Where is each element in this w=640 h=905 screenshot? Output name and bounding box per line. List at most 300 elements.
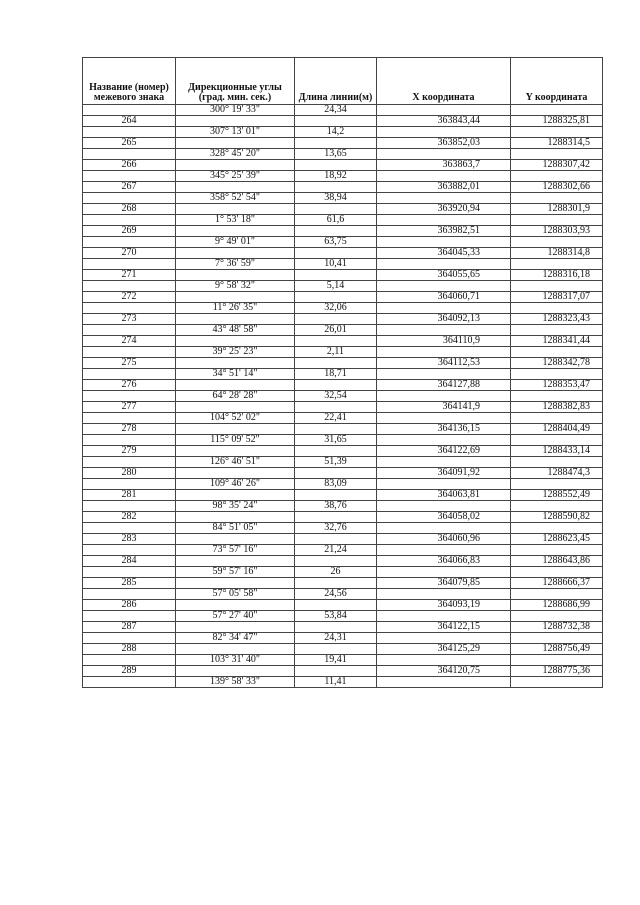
cell-direction-angle: 9° 49' 01"	[176, 237, 295, 248]
cell-x-coordinate: 364079,85	[377, 578, 511, 589]
table-row	[83, 567, 603, 578]
cell-line-length: 61,6	[295, 215, 377, 226]
cell-x-coordinate	[377, 391, 511, 402]
cell-point-name	[83, 655, 176, 666]
cell-y-coordinate: 1288590,82	[511, 512, 603, 523]
cell-x-coordinate: 364122,69	[377, 446, 511, 457]
cell-point-name	[83, 369, 176, 380]
cell-point-name	[83, 611, 176, 622]
table-row	[83, 369, 603, 380]
cell-direction-angle	[176, 204, 295, 215]
table-row	[83, 237, 603, 248]
cell-point-name	[83, 325, 176, 336]
table-body	[83, 105, 603, 688]
cell-line-length	[295, 512, 377, 523]
cell-direction-angle	[176, 116, 295, 127]
cell-x-coordinate	[377, 611, 511, 622]
cell-line-length	[295, 556, 377, 567]
cell-direction-angle	[176, 600, 295, 611]
cell-line-length	[295, 226, 377, 237]
cell-x-coordinate	[377, 457, 511, 468]
cell-y-coordinate	[511, 545, 603, 556]
table-row	[83, 292, 603, 303]
table-row	[83, 105, 603, 116]
cell-x-coordinate: 364055,65	[377, 270, 511, 281]
cell-x-coordinate	[377, 281, 511, 292]
cell-y-coordinate: 1288307,42	[511, 160, 603, 171]
cell-line-length	[295, 622, 377, 633]
cell-x-coordinate	[377, 325, 511, 336]
cell-y-coordinate: 1288314,8	[511, 248, 603, 259]
cell-x-coordinate	[377, 171, 511, 182]
cell-x-coordinate: 364120,75	[377, 666, 511, 677]
cell-point-name	[83, 567, 176, 578]
cell-line-length	[295, 666, 377, 677]
table-row	[83, 512, 603, 523]
cell-line-length	[295, 644, 377, 655]
cell-y-coordinate: 1288342,78	[511, 358, 603, 369]
cell-x-coordinate: 364063,81	[377, 490, 511, 501]
cell-direction-angle: 9° 58' 32"	[176, 281, 295, 292]
table-row	[83, 138, 603, 149]
cell-line-length	[295, 138, 377, 149]
cell-x-coordinate	[377, 347, 511, 358]
cell-point-name: 266	[83, 160, 176, 171]
cell-x-coordinate: 364127,88	[377, 380, 511, 391]
table-row	[83, 127, 603, 138]
table-row	[83, 589, 603, 600]
cell-x-coordinate	[377, 303, 511, 314]
cell-direction-angle	[176, 314, 295, 325]
cell-direction-angle	[176, 512, 295, 523]
cell-point-name: 286	[83, 600, 176, 611]
cell-y-coordinate	[511, 457, 603, 468]
cell-line-length: 19,41	[295, 655, 377, 666]
cell-direction-angle: 115° 09' 52"	[176, 435, 295, 446]
cell-line-length	[295, 468, 377, 479]
cell-y-coordinate	[511, 325, 603, 336]
cell-direction-angle: 358° 52' 54"	[176, 193, 295, 204]
table-row	[83, 116, 603, 127]
cell-direction-angle	[176, 578, 295, 589]
table-row	[83, 314, 603, 325]
cell-point-name	[83, 281, 176, 292]
table-row	[83, 556, 603, 567]
table-row	[83, 600, 603, 611]
cell-line-length	[295, 336, 377, 347]
cell-point-name: 273	[83, 314, 176, 325]
cell-point-name: 288	[83, 644, 176, 655]
table-row	[83, 446, 603, 457]
cell-direction-angle: 98° 35' 24"	[176, 501, 295, 512]
table-row	[83, 303, 603, 314]
cell-point-name	[83, 193, 176, 204]
cell-direction-angle: 103° 31' 40"	[176, 655, 295, 666]
cell-x-coordinate: 364136,15	[377, 424, 511, 435]
cell-line-length: 24,56	[295, 589, 377, 600]
cell-line-length: 31,65	[295, 435, 377, 446]
cell-line-length: 11,41	[295, 677, 377, 688]
cell-y-coordinate: 1288301,9	[511, 204, 603, 215]
cell-point-name	[83, 149, 176, 160]
table-row	[83, 534, 603, 545]
cell-line-length: 32,76	[295, 523, 377, 534]
cell-y-coordinate: 1288474,3	[511, 468, 603, 479]
cell-x-coordinate	[377, 545, 511, 556]
cell-x-coordinate	[377, 369, 511, 380]
cell-line-length	[295, 116, 377, 127]
cell-point-name: 278	[83, 424, 176, 435]
cell-line-length: 22,41	[295, 413, 377, 424]
cell-x-coordinate	[377, 215, 511, 226]
cell-line-length: 83,09	[295, 479, 377, 490]
cell-y-coordinate: 1288323,43	[511, 314, 603, 325]
cell-y-coordinate: 1288382,83	[511, 402, 603, 413]
cell-line-length: 51,39	[295, 457, 377, 468]
cell-line-length	[295, 314, 377, 325]
cell-x-coordinate: 364060,71	[377, 292, 511, 303]
cell-y-coordinate	[511, 523, 603, 534]
cell-y-coordinate: 1288686,99	[511, 600, 603, 611]
cell-x-coordinate	[377, 567, 511, 578]
cell-y-coordinate: 1288433,14	[511, 446, 603, 457]
cell-x-coordinate	[377, 479, 511, 490]
cell-direction-angle	[176, 490, 295, 501]
table-row	[83, 523, 603, 534]
cell-direction-angle: 104° 52' 02"	[176, 413, 295, 424]
cell-point-name: 264	[83, 116, 176, 127]
table-row	[83, 281, 603, 292]
cell-y-coordinate: 1288303,93	[511, 226, 603, 237]
cell-y-coordinate: 1288732,38	[511, 622, 603, 633]
cell-point-name: 287	[83, 622, 176, 633]
cell-line-length	[295, 600, 377, 611]
cell-y-coordinate: 1288316,18	[511, 270, 603, 281]
table-row	[83, 226, 603, 237]
cell-direction-angle: 43° 48' 58"	[176, 325, 295, 336]
cell-line-length: 24,31	[295, 633, 377, 644]
cell-direction-angle: 109° 46' 26"	[176, 479, 295, 490]
cell-line-length: 38,76	[295, 501, 377, 512]
cell-point-name: 277	[83, 402, 176, 413]
cell-line-length	[295, 578, 377, 589]
cell-direction-angle: 84° 51' 05"	[176, 523, 295, 534]
cell-x-coordinate: 363920,94	[377, 204, 511, 215]
cell-point-name	[83, 105, 176, 116]
cell-direction-angle	[176, 622, 295, 633]
cell-y-coordinate: 1288325,81	[511, 116, 603, 127]
cell-line-length: 14,2	[295, 127, 377, 138]
cell-line-length	[295, 424, 377, 435]
cell-y-coordinate: 1288314,5	[511, 138, 603, 149]
cell-direction-angle	[176, 358, 295, 369]
cell-direction-angle	[176, 534, 295, 545]
cell-x-coordinate	[377, 105, 511, 116]
table-row	[83, 501, 603, 512]
cell-direction-angle	[176, 424, 295, 435]
cell-line-length: 21,24	[295, 545, 377, 556]
cell-direction-angle: 300° 19' 33"	[176, 105, 295, 116]
cell-point-name	[83, 633, 176, 644]
cell-x-coordinate: 363863,7	[377, 160, 511, 171]
cell-direction-angle: 7° 36' 59"	[176, 259, 295, 270]
cell-y-coordinate	[511, 149, 603, 160]
cell-line-length	[295, 358, 377, 369]
cell-point-name: 284	[83, 556, 176, 567]
table-row	[83, 215, 603, 226]
table-row	[83, 424, 603, 435]
cell-point-name: 270	[83, 248, 176, 259]
table-row	[83, 479, 603, 490]
cell-x-coordinate: 363982,51	[377, 226, 511, 237]
table-row	[83, 380, 603, 391]
table-row	[83, 644, 603, 655]
cell-line-length: 24,34	[295, 105, 377, 116]
cell-x-coordinate	[377, 127, 511, 138]
cell-line-length: 5,14	[295, 281, 377, 292]
cell-x-coordinate	[377, 259, 511, 270]
cell-y-coordinate: 1288623,45	[511, 534, 603, 545]
cell-direction-angle: 39° 25' 23"	[176, 347, 295, 358]
cell-point-name	[83, 435, 176, 446]
cell-x-coordinate: 364058,02	[377, 512, 511, 523]
cell-point-name	[83, 127, 176, 138]
cell-direction-angle	[176, 138, 295, 149]
cell-y-coordinate: 1288552,49	[511, 490, 603, 501]
table-row	[83, 545, 603, 556]
cell-x-coordinate	[377, 237, 511, 248]
table-row	[83, 677, 603, 688]
cell-point-name	[83, 457, 176, 468]
cell-x-coordinate: 363843,44	[377, 116, 511, 127]
cell-y-coordinate	[511, 281, 603, 292]
cell-direction-angle	[176, 644, 295, 655]
cell-y-coordinate: 1288317,07	[511, 292, 603, 303]
header-direction-angle: Дирекционные углы (град. мин. сек.)	[176, 58, 295, 105]
cell-direction-angle: 59° 57' 16"	[176, 567, 295, 578]
cell-y-coordinate	[511, 259, 603, 270]
cell-direction-angle: 57° 05' 58"	[176, 589, 295, 600]
boundary-coordinates-document	[82, 57, 602, 688]
cell-direction-angle	[176, 446, 295, 457]
cell-point-name: 269	[83, 226, 176, 237]
cell-y-coordinate	[511, 171, 603, 182]
cell-y-coordinate: 1288756,49	[511, 644, 603, 655]
cell-x-coordinate: 363882,01	[377, 182, 511, 193]
cell-point-name	[83, 677, 176, 688]
table-row	[83, 160, 603, 171]
cell-direction-angle	[176, 556, 295, 567]
cell-direction-angle: 139° 58' 33"	[176, 677, 295, 688]
cell-line-length: 26,01	[295, 325, 377, 336]
cell-x-coordinate: 364060,96	[377, 534, 511, 545]
cell-point-name: 276	[83, 380, 176, 391]
cell-direction-angle	[176, 226, 295, 237]
cell-x-coordinate	[377, 523, 511, 534]
cell-y-coordinate	[511, 391, 603, 402]
cell-y-coordinate	[511, 413, 603, 424]
cell-line-length: 10,41	[295, 259, 377, 270]
cell-x-coordinate: 363852,03	[377, 138, 511, 149]
cell-direction-angle: 126° 46' 51"	[176, 457, 295, 468]
table-row	[83, 611, 603, 622]
cell-direction-angle	[176, 292, 295, 303]
cell-point-name: 268	[83, 204, 176, 215]
header-x-coordinate: X координата	[377, 58, 511, 105]
table-row	[83, 259, 603, 270]
cell-x-coordinate	[377, 413, 511, 424]
cell-point-name	[83, 523, 176, 534]
cell-x-coordinate: 364141,9	[377, 402, 511, 413]
cell-point-name: 271	[83, 270, 176, 281]
cell-y-coordinate	[511, 193, 603, 204]
cell-direction-angle	[176, 402, 295, 413]
cell-direction-angle	[176, 666, 295, 677]
header-line-length: Длина линии(м)	[295, 58, 377, 105]
cell-line-length: 18,92	[295, 171, 377, 182]
cell-y-coordinate	[511, 677, 603, 688]
cell-x-coordinate: 364066,83	[377, 556, 511, 567]
cell-x-coordinate: 364122,15	[377, 622, 511, 633]
cell-point-name: 283	[83, 534, 176, 545]
cell-y-coordinate	[511, 611, 603, 622]
cell-y-coordinate	[511, 501, 603, 512]
cell-y-coordinate	[511, 127, 603, 138]
table-row	[83, 149, 603, 160]
table-row	[83, 468, 603, 479]
cell-direction-angle: 73° 57' 16"	[176, 545, 295, 556]
cell-x-coordinate	[377, 677, 511, 688]
cell-line-length	[295, 248, 377, 259]
cell-y-coordinate: 1288775,36	[511, 666, 603, 677]
table-row	[83, 402, 603, 413]
cell-line-length: 26	[295, 567, 377, 578]
cell-y-coordinate: 1288666,37	[511, 578, 603, 589]
table-header	[83, 58, 603, 105]
cell-point-name	[83, 479, 176, 490]
cell-point-name: 279	[83, 446, 176, 457]
cell-line-length: 63,75	[295, 237, 377, 248]
cell-point-name	[83, 215, 176, 226]
cell-direction-angle	[176, 468, 295, 479]
cell-y-coordinate	[511, 105, 603, 116]
table-row	[83, 457, 603, 468]
cell-point-name	[83, 347, 176, 358]
cell-line-length: 53,84	[295, 611, 377, 622]
cell-direction-angle: 11° 26' 35"	[176, 303, 295, 314]
cell-direction-angle	[176, 248, 295, 259]
cell-y-coordinate: 1288341,44	[511, 336, 603, 347]
table-row	[83, 490, 603, 501]
cell-direction-angle: 307° 13' 01"	[176, 127, 295, 138]
cell-direction-angle: 82° 34' 47"	[176, 633, 295, 644]
table-row	[83, 578, 603, 589]
cell-y-coordinate	[511, 369, 603, 380]
cell-point-name	[83, 501, 176, 512]
cell-point-name	[83, 545, 176, 556]
table-row	[83, 666, 603, 677]
cell-point-name: 281	[83, 490, 176, 501]
cell-x-coordinate: 364112,53	[377, 358, 511, 369]
cell-line-length: 38,94	[295, 193, 377, 204]
cell-y-coordinate: 1288302,66	[511, 182, 603, 193]
table-row	[83, 347, 603, 358]
cell-point-name: 275	[83, 358, 176, 369]
cell-point-name	[83, 391, 176, 402]
cell-y-coordinate: 1288404,49	[511, 424, 603, 435]
cell-line-length	[295, 490, 377, 501]
cell-y-coordinate	[511, 215, 603, 226]
cell-x-coordinate	[377, 589, 511, 600]
cell-line-length	[295, 160, 377, 171]
cell-line-length: 2,11	[295, 347, 377, 358]
cell-point-name: 274	[83, 336, 176, 347]
table-row	[83, 655, 603, 666]
table-row	[83, 182, 603, 193]
cell-line-length	[295, 292, 377, 303]
table-row	[83, 622, 603, 633]
cell-direction-angle: 34° 51' 14"	[176, 369, 295, 380]
table-row	[83, 193, 603, 204]
cell-line-length: 32,06	[295, 303, 377, 314]
table-row	[83, 633, 603, 644]
cell-direction-angle: 57° 27' 40"	[176, 611, 295, 622]
cell-line-length	[295, 182, 377, 193]
table-row	[83, 391, 603, 402]
cell-line-length	[295, 380, 377, 391]
cell-direction-angle: 1° 53' 18"	[176, 215, 295, 226]
cell-x-coordinate	[377, 501, 511, 512]
cell-line-length	[295, 402, 377, 413]
cell-y-coordinate	[511, 589, 603, 600]
cell-point-name: 272	[83, 292, 176, 303]
cell-y-coordinate	[511, 237, 603, 248]
cell-direction-angle: 64° 28' 28"	[176, 391, 295, 402]
table-row	[83, 435, 603, 446]
cell-y-coordinate	[511, 435, 603, 446]
cell-x-coordinate	[377, 633, 511, 644]
cell-point-name	[83, 589, 176, 600]
cell-direction-angle	[176, 270, 295, 281]
table-row	[83, 358, 603, 369]
cell-y-coordinate	[511, 347, 603, 358]
cell-y-coordinate	[511, 479, 603, 490]
header-y-coordinate: Y координата	[511, 58, 603, 105]
table-row	[83, 413, 603, 424]
cell-y-coordinate: 1288353,47	[511, 380, 603, 391]
cell-x-coordinate	[377, 655, 511, 666]
cell-line-length: 13,65	[295, 149, 377, 160]
cell-point-name	[83, 413, 176, 424]
cell-x-coordinate: 364092,13	[377, 314, 511, 325]
cell-point-name: 267	[83, 182, 176, 193]
table-row	[83, 204, 603, 215]
table-row	[83, 336, 603, 347]
cell-point-name	[83, 303, 176, 314]
cell-point-name: 280	[83, 468, 176, 479]
cell-point-name: 285	[83, 578, 176, 589]
cell-direction-angle	[176, 160, 295, 171]
cell-x-coordinate: 364093,19	[377, 600, 511, 611]
cell-y-coordinate: 1288643,86	[511, 556, 603, 567]
cell-direction-angle: 345° 25' 39"	[176, 171, 295, 182]
table-row	[83, 171, 603, 182]
cell-point-name: 265	[83, 138, 176, 149]
cell-point-name	[83, 171, 176, 182]
cell-x-coordinate: 364091,92	[377, 468, 511, 479]
cell-line-length: 18,71	[295, 369, 377, 380]
table-row	[83, 270, 603, 281]
